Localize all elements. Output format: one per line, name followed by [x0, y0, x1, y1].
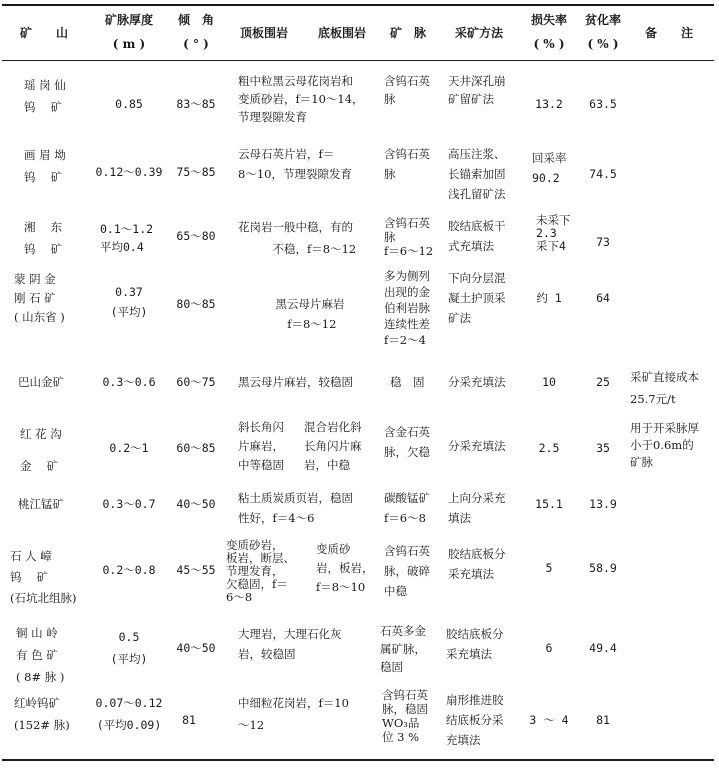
cell-method: 上向分采充 填法: [448, 491, 506, 525]
header-vein: 矿 脉: [390, 26, 427, 40]
cell-thickness: 0.2～1: [109, 441, 149, 455]
cell-vein: 含钨石英 脉，破碎 中稳: [384, 544, 430, 598]
cell-dip: 40～50: [176, 497, 216, 511]
cell-vein: 含钨石英 脉 f＝6～12: [384, 216, 434, 258]
cell-wall: 粘土质炭质页岩，稳固 性好，f＝4～6: [238, 491, 353, 525]
cell-dilution: 58.9: [589, 561, 617, 575]
cell-thickness: 0.12～0.39: [95, 165, 163, 179]
header-foot-wall: 底板围岩: [318, 26, 367, 40]
cell-mine: 瑶 岗 仙 钨 矿: [24, 78, 66, 114]
header-method: 采矿方法: [455, 26, 504, 40]
cell-vein: 含钨石英 脉: [384, 74, 430, 106]
cell-dilution: 64: [596, 291, 610, 305]
cell-vein: 含钨石英 脉: [384, 147, 430, 181]
cell-loss: 2.5: [538, 441, 560, 455]
cell-wall-left: 斜长角闪 片麻岩， 中等稳固: [238, 420, 284, 472]
cell-dilution: 35: [596, 441, 610, 455]
cell-dip: 60～75: [176, 375, 216, 389]
cell-vein: 含钨石英 脉，稳固 WO₃品 位 3 %: [382, 688, 428, 744]
header-dilution: 贫化率: [584, 13, 621, 27]
cell-wall-right: 变质砂 岩，板岩， f＝8～10: [316, 542, 374, 594]
cell-wall: 黑云母片麻岩 f＝8～12: [275, 297, 345, 331]
cell-thickness: 0.5 (平均): [110, 630, 148, 666]
header-thickness: 矿脉厚度: [104, 13, 153, 27]
cell-dilution: 25: [596, 375, 610, 389]
cell-dilution: 74.5: [589, 167, 617, 181]
cell-thickness: 0.85: [115, 97, 143, 111]
cell-mine: 桃江锰矿: [18, 497, 64, 511]
cell-vein: 多为侧列 出现的金 伯利岩脉 连续性差 f＝2～4: [384, 269, 430, 347]
cell-method: 下向分层混 凝土护顶采 矿法: [448, 271, 506, 325]
cell-mine: 铜 山 岭 有 色 矿 ( 8# 脉 ): [16, 626, 65, 684]
cell-dip: 81: [182, 713, 196, 727]
cell-mine: 蒙 阴 金 刚 石 矿 ( 山东省 ): [14, 272, 65, 324]
cell-thickness: 0.07～0.12 (平均0.09): [95, 696, 163, 732]
cell-loss: 回采率 90.2: [532, 151, 567, 185]
header-dilution-unit: ( % ): [587, 37, 619, 51]
table-top-rule: [2, 4, 714, 6]
cell-wall: 花岗岩一般中稳，有的 不稳，f＝8～12: [238, 220, 357, 256]
cell-wall: 黑云母片麻岩，较稳固: [238, 375, 353, 389]
cell-vein: 石英多金 属矿脉， 稳固: [380, 624, 426, 674]
cell-dilution: 81: [596, 713, 610, 727]
cell-method: 分采充填法: [448, 375, 506, 389]
cell-wall: 粗中粒黑云母花岗岩和 变质砂岩，f＝10～14， 节理裂隙发育: [238, 74, 364, 124]
cell-dilution: 63.5: [589, 97, 617, 111]
header-loss: 损失率: [530, 13, 567, 27]
cell-dip: 65～80: [176, 229, 216, 243]
cell-method: 天井深孔崩 矿留矿法: [448, 74, 506, 106]
cell-mine: 红岭钨矿 (152# 脉): [14, 696, 70, 732]
cell-method: 分采充填法: [448, 439, 506, 453]
cell-loss: 6: [545, 641, 553, 655]
cell-dip: 80～85: [176, 297, 216, 311]
cell-loss: 约 1: [536, 291, 562, 305]
cell-loss: 3 ～ 4: [529, 713, 569, 727]
cell-wall-left: 变质砂岩， 板岩，断层、 节理发育， 欠稳固，f＝ 6～8: [226, 538, 295, 604]
cell-mine: 红 花 沟 金 矿: [20, 427, 62, 473]
table-bottom-rule: [2, 759, 714, 761]
cell-method: 扇形推进胶 结底板分采 充填法: [446, 693, 504, 747]
header-dip-unit: ( ° ): [183, 37, 209, 51]
cell-thickness: 0.3～0.7: [102, 497, 156, 511]
header-loss-unit: ( % ): [533, 37, 565, 51]
cell-thickness: 0.37 (平均): [110, 285, 148, 319]
cell-loss: 未采下 2.3 采下4: [536, 213, 571, 253]
cell-dip: 83～85: [176, 97, 216, 111]
cell-wall-right: 混合岩化斜 长角闪片麻 岩，中稳: [304, 420, 362, 472]
cell-dilution: 49.4: [589, 641, 617, 655]
cell-remark: 用于开采脉厚 小于0.6m的 矿脉: [630, 421, 699, 469]
cell-wall: 大理岩，大理石化灰 岩，较稳固: [238, 627, 342, 661]
header-remark: 备 注: [645, 26, 694, 40]
cell-mine: 画 眉 坳 钨 矿: [24, 148, 66, 184]
cell-remark: 采矿直接成本 25.7元/t: [630, 370, 699, 406]
cell-vein: 含金石英 脉，欠稳: [384, 425, 430, 459]
cell-mine: 石 人 嶂 钨 矿 (石坑北组脉): [10, 549, 77, 605]
cell-thickness: 0.1～1.2 平均0.4: [100, 222, 154, 254]
cell-wall: 云母石英片岩，f＝ 8～10，节理裂隙发育: [238, 147, 352, 181]
cell-loss: 10: [542, 375, 556, 389]
cell-dip: 60～85: [176, 441, 216, 455]
cell-thickness: 0.2～0.8: [102, 563, 156, 577]
cell-wall: 中细粒花岗岩，f＝10 ～12: [238, 696, 349, 732]
cell-vein: 稳 固: [390, 375, 425, 389]
cell-dilution: 73: [596, 235, 610, 249]
cell-loss: 5: [545, 561, 553, 575]
cell-loss: 13.2: [535, 97, 563, 111]
cell-method: 胶结底板分 采充填法: [448, 547, 506, 581]
cell-method: 高压注浆、 长锚索加固 浅孔留矿法: [448, 147, 506, 201]
cell-method: 胶结底板干 式充填法: [448, 219, 506, 253]
cell-mine: 湘 东 钨 矿: [24, 220, 63, 256]
cell-dip: 45～55: [176, 563, 216, 577]
cell-method: 胶结底板分 采充填法: [446, 627, 504, 661]
header-dip: 倾 角: [177, 13, 214, 27]
cell-thickness: 0.3～0.6: [102, 375, 156, 389]
table-header-rule: [2, 60, 714, 61]
cell-vein: 碳酸锰矿 f＝6～8: [384, 491, 430, 525]
cell-loss: 15.1: [535, 497, 563, 511]
header-thickness-unit: ( m ): [112, 37, 146, 51]
cell-dip: 40～50: [176, 641, 216, 655]
header-mine: 矿 山: [20, 26, 69, 40]
cell-mine: 巴山金矿: [18, 375, 64, 389]
cell-dilution: 13.9: [589, 497, 617, 511]
header-hanging-wall: 顶板围岩: [240, 26, 289, 40]
cell-dip: 75～85: [176, 165, 216, 179]
